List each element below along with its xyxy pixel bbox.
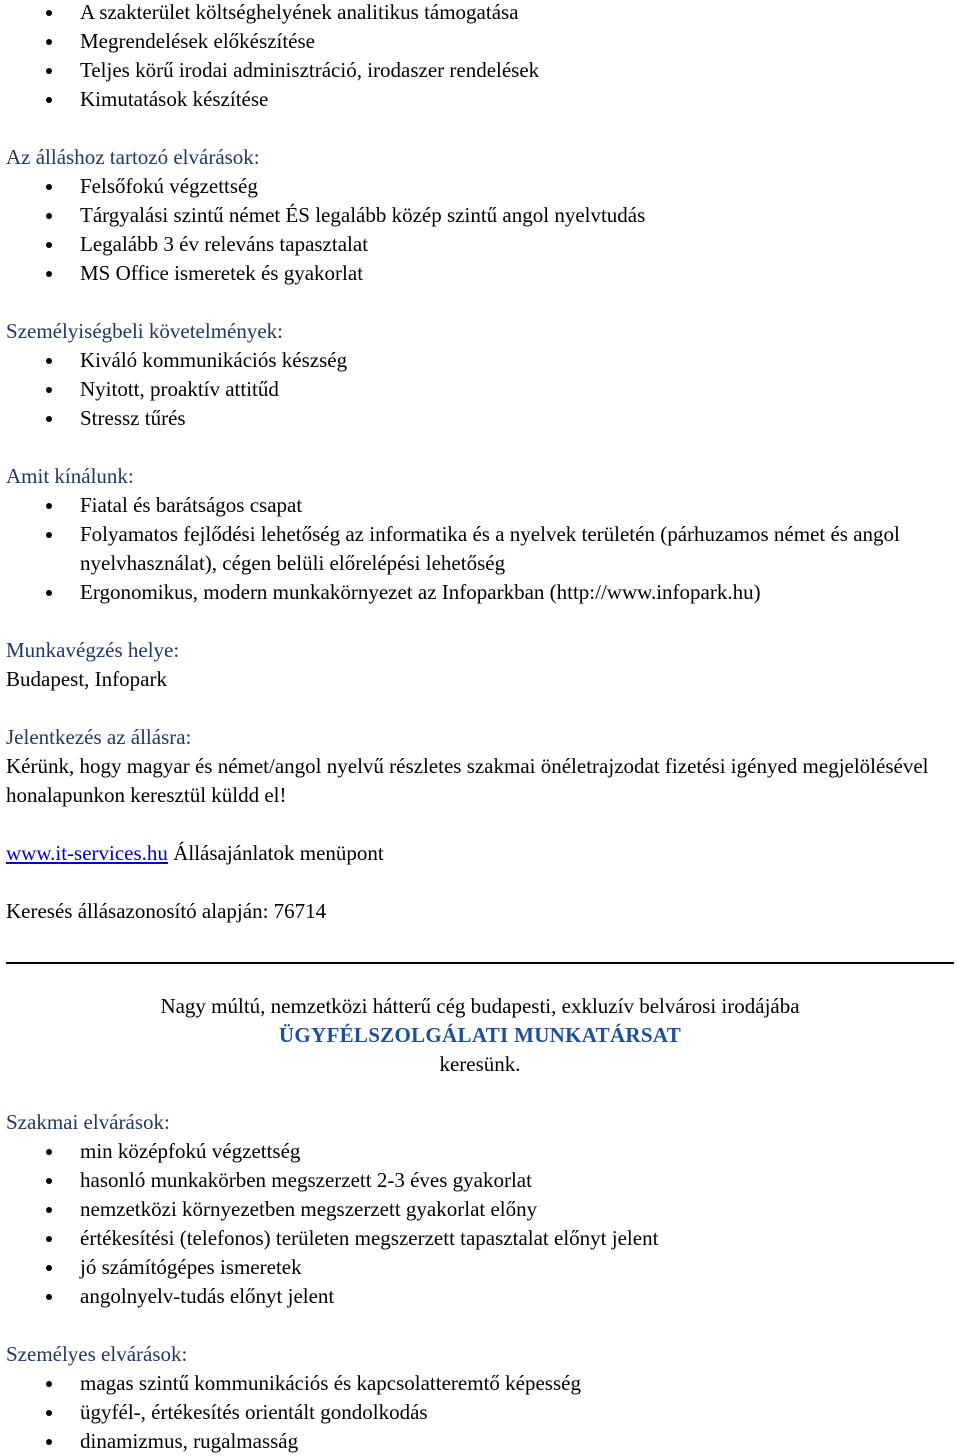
professional-heading: Szakmai elvárások: [6,1110,170,1134]
list-item: Megrendelések előkészítése [6,27,954,56]
ad-position: ÜGYFÉLSZOLGÁLATI MUNKATÁRSAT [278,1023,682,1047]
list-item: MS Office ismeretek és gyakorlat [6,259,954,288]
website-link[interactable]: www.it-services.hu [6,841,168,865]
personal-requirements-list [6,1369,954,1456]
list-item: Fiatal és barátságos csapat [6,491,954,520]
task-list [6,0,954,114]
list-item: Ergonomikus, modern munkakörnyezet az Infoparkban (http://www.infopark.hu) [6,578,954,607]
website-line [6,839,954,868]
list-item: ügyfél-, értékesítés orientált gondolkodás [6,1398,954,1427]
website-suffix: Állásajánlatok menüpont [167,841,384,865]
location-text: Budapest, Infopark [6,667,167,691]
list-item: Kiváló kommunikációs készség [6,346,954,375]
location-heading: Munkavégzés helye: [6,638,180,662]
offer-list [6,491,954,607]
list-item: Legalább 3 év releváns tapasztalat [6,230,954,259]
ad-intro: Nagy múltú, nemzetközi hátterű cég budapesti, exkluzív belvárosi irodájába [160,994,800,1018]
list-item: A szakterület költséghelyének analitikus támogatása [6,0,954,27]
personal-requirements-heading: Személyes elvárások: [6,1342,188,1366]
list-item: Stressz tűrés [6,404,954,433]
list-item: Felsőfokú végzettség [6,172,954,201]
list-item: magas szintű kommunikációs és kapcsolatteremtő képesség [6,1369,954,1398]
search-line: Keresés állásazonosító alapján: 76714 [6,899,327,923]
list-item: értékesítési (telefonos) területen megszerzett tapasztalat előnyt jelent [6,1224,954,1253]
requirements-list [6,172,954,288]
professional-list [6,1137,954,1311]
offer-heading: Amit kínálunk: [6,464,134,488]
apply-text: Kérünk, hogy magyar és német/angol nyelvű részletes szakmai önéletrajzodat fizetési igényed megjelölésével honalapunkon keresztül küldd el! [6,754,929,807]
list-item: Teljes körű irodai adminisztráció, irodaszer rendelések [6,56,954,85]
list-item: hasonló munkakörben megszerzett 2-3 éves gyakorlat [6,1166,954,1195]
list-item: dinamizmus, rugalmasság [6,1427,954,1456]
apply-heading: Jelentkezés az állásra: [6,725,192,749]
personal-list [6,346,954,433]
personal-heading: Személyiségbeli követelmények: [6,319,283,343]
list-item: jó számítógépes ismeretek [6,1253,954,1282]
list-item: min középfokú végzettség [6,1137,954,1166]
list-item: Tárgyalási szintű német ÉS legalább közép szintű angol nyelvtudás [6,201,954,230]
list-item: nemzetközi környezetben megszerzett gyakorlat előny [6,1195,954,1224]
list-item: angolnyelv-tudás előnyt jelent [6,1282,954,1311]
requirements-heading: Az álláshoz tartozó elvárások: [6,145,260,169]
list-item: Kimutatások készítése [6,85,954,114]
ad-outro: keresünk. [439,1052,521,1076]
list-item: Nyitott, proaktív attitűd [6,375,954,404]
list-item: Folyamatos fejlődési lehetőség az informatika és a nyelvek területén (párhuzamos német és angol nyelvhasználat), cégen belüli előrelépési lehetőség [6,520,954,578]
section-divider [6,962,954,964]
